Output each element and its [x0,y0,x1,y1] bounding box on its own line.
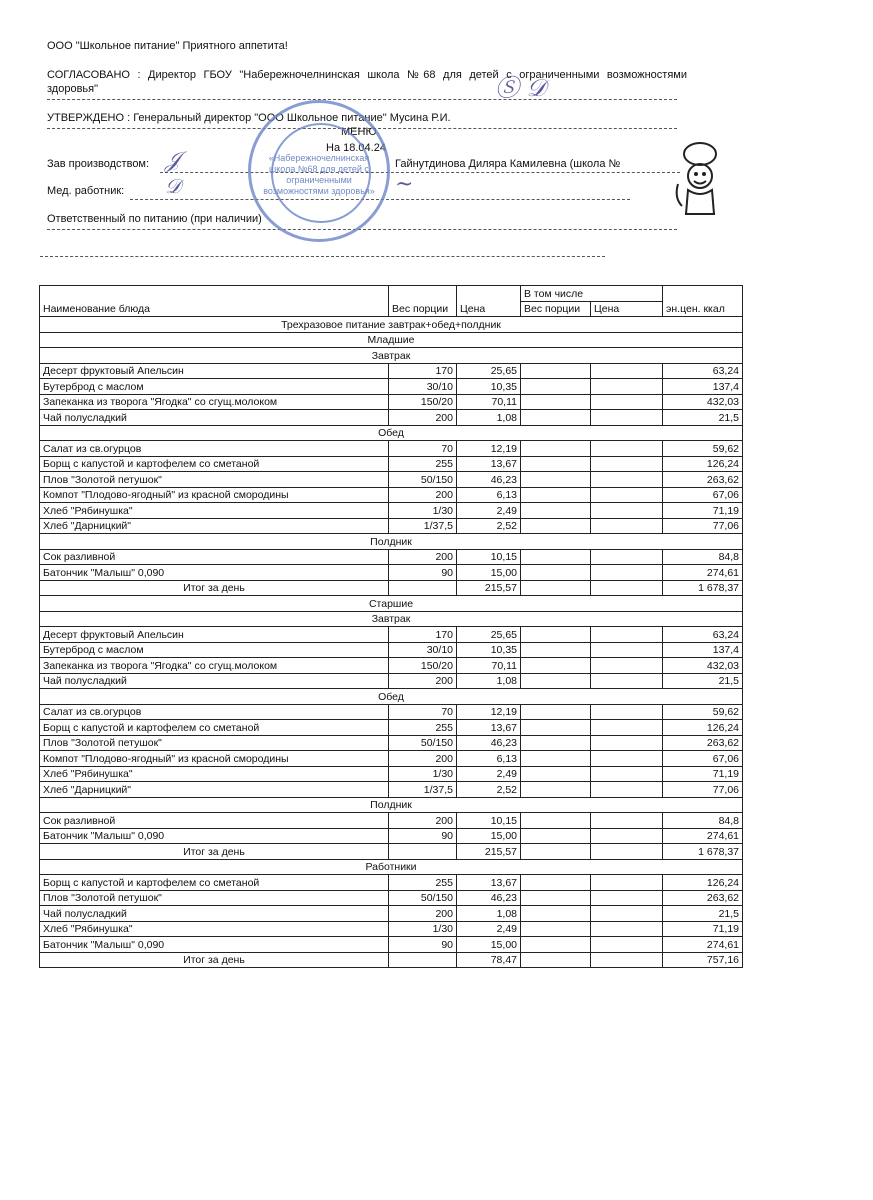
sub-weight-cell [521,720,591,736]
sub-weight-cell [521,518,591,534]
dish-energy: 77,06 [663,782,743,798]
dish-price: 6,13 [457,487,521,503]
dish-weight: 1/37,5 [389,782,457,798]
dish-name: Борщ с капустой и картофелем со сметаной [40,456,389,472]
table-row [40,549,743,565]
dish-name: Хлеб "Рябинушка" [40,503,389,519]
total-energy: 1 678,37 [663,580,743,596]
dish-price: 70,11 [457,658,521,674]
dish-energy: 263,62 [663,735,743,751]
dish-weight: 70 [389,441,457,457]
col-sub-price-header: Цена [591,301,663,317]
dish-weight: 1/30 [389,921,457,937]
dish-weight: 255 [389,456,457,472]
col-sub-weight-header: Вес порции [521,301,591,317]
dish-price: 70,11 [457,394,521,410]
dish-price: 13,67 [457,720,521,736]
dish-energy: 432,03 [663,658,743,674]
sub-weight-cell [521,766,591,782]
dish-energy: 274,61 [663,565,743,581]
dish-price: 2,52 [457,782,521,798]
total-sub-weight-cell [521,580,591,596]
dish-energy: 67,06 [663,487,743,503]
sub-price-cell [591,937,663,953]
table-row [40,735,743,751]
dish-energy: 263,62 [663,472,743,488]
dish-weight: 50/150 [389,735,457,751]
group-row [40,332,743,348]
dish-weight: 90 [389,937,457,953]
dish-name: Компот "Плодово-ягодный" из красной смородины [40,487,389,503]
menu-title: МЕНЮ [341,126,377,138]
sub-weight-cell [521,704,591,720]
table-row [40,704,743,720]
dish-weight: 50/150 [389,890,457,906]
chef-logo-icon [670,140,732,220]
sub-price-cell [591,379,663,395]
dish-energy: 137,4 [663,642,743,658]
total-sub-price-cell [591,580,663,596]
dish-energy: 67,06 [663,751,743,767]
sub-weight-cell [521,487,591,503]
sub-weight-cell [521,906,591,922]
table-row [40,627,743,643]
production-label: Зав производством: [47,158,150,170]
dish-energy: 432,03 [663,394,743,410]
dish-energy: 63,24 [663,627,743,643]
dish-name: Хлеб "Рябинушка" [40,766,389,782]
total-label: Итог за день [40,952,389,968]
sub-price-cell [591,627,663,643]
total-sub-price-cell [591,844,663,860]
dish-price: 10,15 [457,549,521,565]
section-row [40,611,743,627]
dish-name: Батончик "Малыш" 0,090 [40,937,389,953]
sub-weight-cell [521,921,591,937]
section-row [40,689,743,705]
table-row [40,766,743,782]
sub-price-cell [591,472,663,488]
sub-weight-cell [521,627,591,643]
dish-weight: 30/10 [389,379,457,395]
dish-weight: 50/150 [389,472,457,488]
dish-energy: 63,24 [663,363,743,379]
dish-price: 25,65 [457,363,521,379]
signature-production: 𝒥 [165,148,181,173]
total-label: Итог за день [40,844,389,860]
dish-price: 2,49 [457,503,521,519]
col-price-header: Цена [457,286,521,317]
dish-name: Хлеб "Дарницкий" [40,782,389,798]
dish-weight: 1/37,5 [389,518,457,534]
total-sub-weight-cell [521,844,591,860]
section-title: Завтрак [40,348,743,364]
dish-weight: 200 [389,751,457,767]
section-title: Обед [40,689,743,705]
sub-price-cell [591,565,663,581]
group-title: Старшие [40,596,743,612]
dish-price: 15,00 [457,828,521,844]
menu-date: На 18.04.24 [326,142,386,154]
table-row [40,782,743,798]
section-row [40,797,743,813]
dish-energy: 274,61 [663,828,743,844]
table-row [40,456,743,472]
total-row [40,580,743,596]
dish-name: Плов "Золотой петушок" [40,472,389,488]
dish-price: 2,52 [457,518,521,534]
sub-weight-cell [521,658,591,674]
dish-energy: 126,24 [663,456,743,472]
sub-price-cell [591,704,663,720]
table-row [40,379,743,395]
stamp-text: «Набережночелнинская школа №68 для детей с ограниченными возможностями здоровья» [263,153,375,196]
dish-price: 46,23 [457,472,521,488]
approved-line: СОГЛАСОВАНО : Директор ГБОУ "Набережночелнинская школа №68 для детей с ограниченными возможностями здоровья" [47,69,687,95]
sub-weight-cell [521,549,591,565]
dish-energy: 71,19 [663,503,743,519]
dish-price: 13,67 [457,875,521,891]
dish-energy: 77,06 [663,518,743,534]
table-row [40,642,743,658]
sub-price-cell [591,642,663,658]
dish-name: Сок разливной [40,549,389,565]
total-price: 215,57 [457,844,521,860]
dish-name: Чай полусладкий [40,673,389,689]
total-energy: 757,16 [663,952,743,968]
table-row [40,875,743,891]
dish-weight: 255 [389,875,457,891]
dish-name: Десерт фруктовый Апельсин [40,363,389,379]
table-row [40,658,743,674]
dish-name: Чай полусладкий [40,906,389,922]
group-title: Младшие [40,332,743,348]
school-stamp [248,100,390,242]
dish-price: 46,23 [457,735,521,751]
sub-weight-cell [521,673,591,689]
sub-price-cell [591,921,663,937]
dish-name: Бутерброд с маслом [40,642,389,658]
divider [160,172,680,173]
section-title: Полдник [40,534,743,550]
dish-weight: 150/20 [389,658,457,674]
divider [47,229,677,230]
dish-weight: 30/10 [389,642,457,658]
table-row [40,487,743,503]
table-row [40,720,743,736]
table-row [40,751,743,767]
meal-type: Трехразовое питание завтрак+обед+полдник [40,317,743,333]
total-price: 215,57 [457,580,521,596]
table-row [40,394,743,410]
dish-weight: 200 [389,813,457,829]
sub-price-cell [591,503,663,519]
sub-price-cell [591,673,663,689]
table-row [40,503,743,519]
col-energy-header: эн.цен. ккал [663,286,743,317]
sub-price-cell [591,890,663,906]
sub-price-cell [591,828,663,844]
dish-weight: 200 [389,487,457,503]
sub-price-cell [591,441,663,457]
medic-label: Мед. работник: [47,185,125,197]
sub-weight-cell [521,735,591,751]
dish-energy: 137,4 [663,379,743,395]
dish-price: 10,15 [457,813,521,829]
dish-name: Хлеб "Дарницкий" [40,518,389,534]
col-weight-header: Вес порции [389,286,457,317]
section-row [40,425,743,441]
sub-weight-cell [521,875,591,891]
menu-table [39,285,743,968]
sub-price-cell [591,549,663,565]
group-row [40,596,743,612]
dish-energy: 84,8 [663,549,743,565]
col-name-header: Наименование блюда [40,286,389,317]
sub-price-cell [591,518,663,534]
dish-price: 1,08 [457,673,521,689]
table-row [40,937,743,953]
dish-energy: 21,5 [663,906,743,922]
total-weight-cell [389,844,457,860]
sub-price-cell [591,766,663,782]
divider [40,256,605,257]
dish-energy: 274,61 [663,937,743,953]
dish-name: Запеканка из творога "Ягодка" со сгущ.молоком [40,394,389,410]
dish-name: Плов "Золотой петушок" [40,890,389,906]
dish-price: 10,35 [457,642,521,658]
sub-price-cell [591,394,663,410]
table-row [40,363,743,379]
dish-price: 12,19 [457,441,521,457]
confirmed-line: УТВЕРЖДЕНО : Генеральный директор "ООО Школьное питание" Мусина Р.И. [47,112,451,124]
total-row [40,844,743,860]
dish-price: 12,19 [457,704,521,720]
dish-price: 10,35 [457,379,521,395]
dish-name: Сок разливной [40,813,389,829]
sub-price-cell [591,658,663,674]
sub-weight-cell [521,363,591,379]
total-sub-weight-cell [521,952,591,968]
total-price: 78,47 [457,952,521,968]
signature-medic: 𝒟 [165,174,181,198]
dish-price: 1,08 [457,410,521,426]
sub-price-cell [591,813,663,829]
dish-weight: 90 [389,828,457,844]
dish-price: 1,08 [457,906,521,922]
dish-weight: 200 [389,549,457,565]
dish-name: Хлеб "Рябинушка" [40,921,389,937]
sub-price-cell [591,487,663,503]
sub-weight-cell [521,503,591,519]
section-row [40,348,743,364]
sub-weight-cell [521,937,591,953]
total-weight-cell [389,952,457,968]
dish-weight: 70 [389,704,457,720]
sub-price-cell [591,456,663,472]
sub-weight-cell [521,782,591,798]
dish-energy: 71,19 [663,921,743,937]
table-row [40,565,743,581]
dish-price: 2,49 [457,766,521,782]
total-weight-cell [389,580,457,596]
dish-price: 15,00 [457,937,521,953]
dish-name: Батончик "Малыш" 0,090 [40,828,389,844]
dish-energy: 126,24 [663,720,743,736]
signature-responsible: ~ [395,172,414,197]
sub-price-cell [591,782,663,798]
table-row [40,472,743,488]
sub-price-cell [591,735,663,751]
dish-name: Запеканка из творога "Ягодка" со сгущ.молоком [40,658,389,674]
dish-price: 13,67 [457,456,521,472]
sub-weight-cell [521,441,591,457]
section-title: Завтрак [40,611,743,627]
sub-price-cell [591,751,663,767]
dish-energy: 263,62 [663,890,743,906]
total-sub-price-cell [591,952,663,968]
sub-price-cell [591,906,663,922]
responsible-label: Ответственный по питанию (при наличии) [47,213,262,225]
group-title: Работники [40,859,743,875]
section-title: Полдник [40,797,743,813]
dish-weight: 150/20 [389,394,457,410]
total-row [40,952,743,968]
production-name: Гайнутдинова Диляра Камилевна (школа № [395,158,621,170]
total-energy: 1 678,37 [663,844,743,860]
sub-price-cell [591,363,663,379]
sub-weight-cell [521,890,591,906]
dish-weight: 255 [389,720,457,736]
dish-weight: 200 [389,906,457,922]
sub-weight-cell [521,456,591,472]
sub-weight-cell [521,394,591,410]
dish-name: Чай полусладкий [40,410,389,426]
group-row [40,859,743,875]
table-row [40,813,743,829]
section-title: Обед [40,425,743,441]
sub-weight-cell [521,813,591,829]
table-row [40,441,743,457]
dish-name: Салат из св.огурцов [40,704,389,720]
table-row [40,890,743,906]
total-label: Итог за день [40,580,389,596]
sub-price-cell [591,720,663,736]
dish-weight: 200 [389,673,457,689]
col-including-header: В том числе [521,286,663,302]
sub-weight-cell [521,565,591,581]
dish-weight: 1/30 [389,503,457,519]
meal-type-row [40,317,743,333]
dish-weight: 170 [389,363,457,379]
dish-name: Компот "Плодово-ягодный" из красной смородины [40,751,389,767]
sub-weight-cell [521,642,591,658]
dish-weight: 170 [389,627,457,643]
dish-name: Борщ с капустой и картофелем со сметаной [40,875,389,891]
dish-energy: 71,19 [663,766,743,782]
sub-price-cell [591,875,663,891]
sub-weight-cell [521,828,591,844]
dish-price: 6,13 [457,751,521,767]
dish-name: Бутерброд с маслом [40,379,389,395]
table-row [40,921,743,937]
dish-name: Десерт фруктовый Апельсин [40,627,389,643]
dish-price: 25,65 [457,627,521,643]
dish-name: Батончик "Малыш" 0,090 [40,565,389,581]
sub-weight-cell [521,472,591,488]
dish-name: Салат из св.огурцов [40,441,389,457]
table-row [40,673,743,689]
dish-name: Борщ с капустой и картофелем со сметаной [40,720,389,736]
dish-energy: 59,62 [663,441,743,457]
sub-weight-cell [521,410,591,426]
dish-price: 15,00 [457,565,521,581]
table-row [40,410,743,426]
table-row [40,828,743,844]
dish-name: Плов "Золотой петушок" [40,735,389,751]
dish-weight: 90 [389,565,457,581]
sub-weight-cell [521,751,591,767]
signature-director: Ⓢ 𝒟 [495,74,546,102]
dish-energy: 84,8 [663,813,743,829]
dish-price: 46,23 [457,890,521,906]
dish-weight: 200 [389,410,457,426]
section-row [40,534,743,550]
dish-energy: 126,24 [663,875,743,891]
sub-weight-cell [521,379,591,395]
sub-price-cell [591,410,663,426]
table-row [40,518,743,534]
dish-energy: 21,5 [663,673,743,689]
dish-price: 2,49 [457,921,521,937]
dish-energy: 59,62 [663,704,743,720]
divider [47,99,677,100]
dish-weight: 1/30 [389,766,457,782]
header-row [40,286,743,302]
dish-energy: 21,5 [663,410,743,426]
table-row [40,906,743,922]
company-line: ООО "Школьное питание" Приятного аппетита! [47,40,288,52]
